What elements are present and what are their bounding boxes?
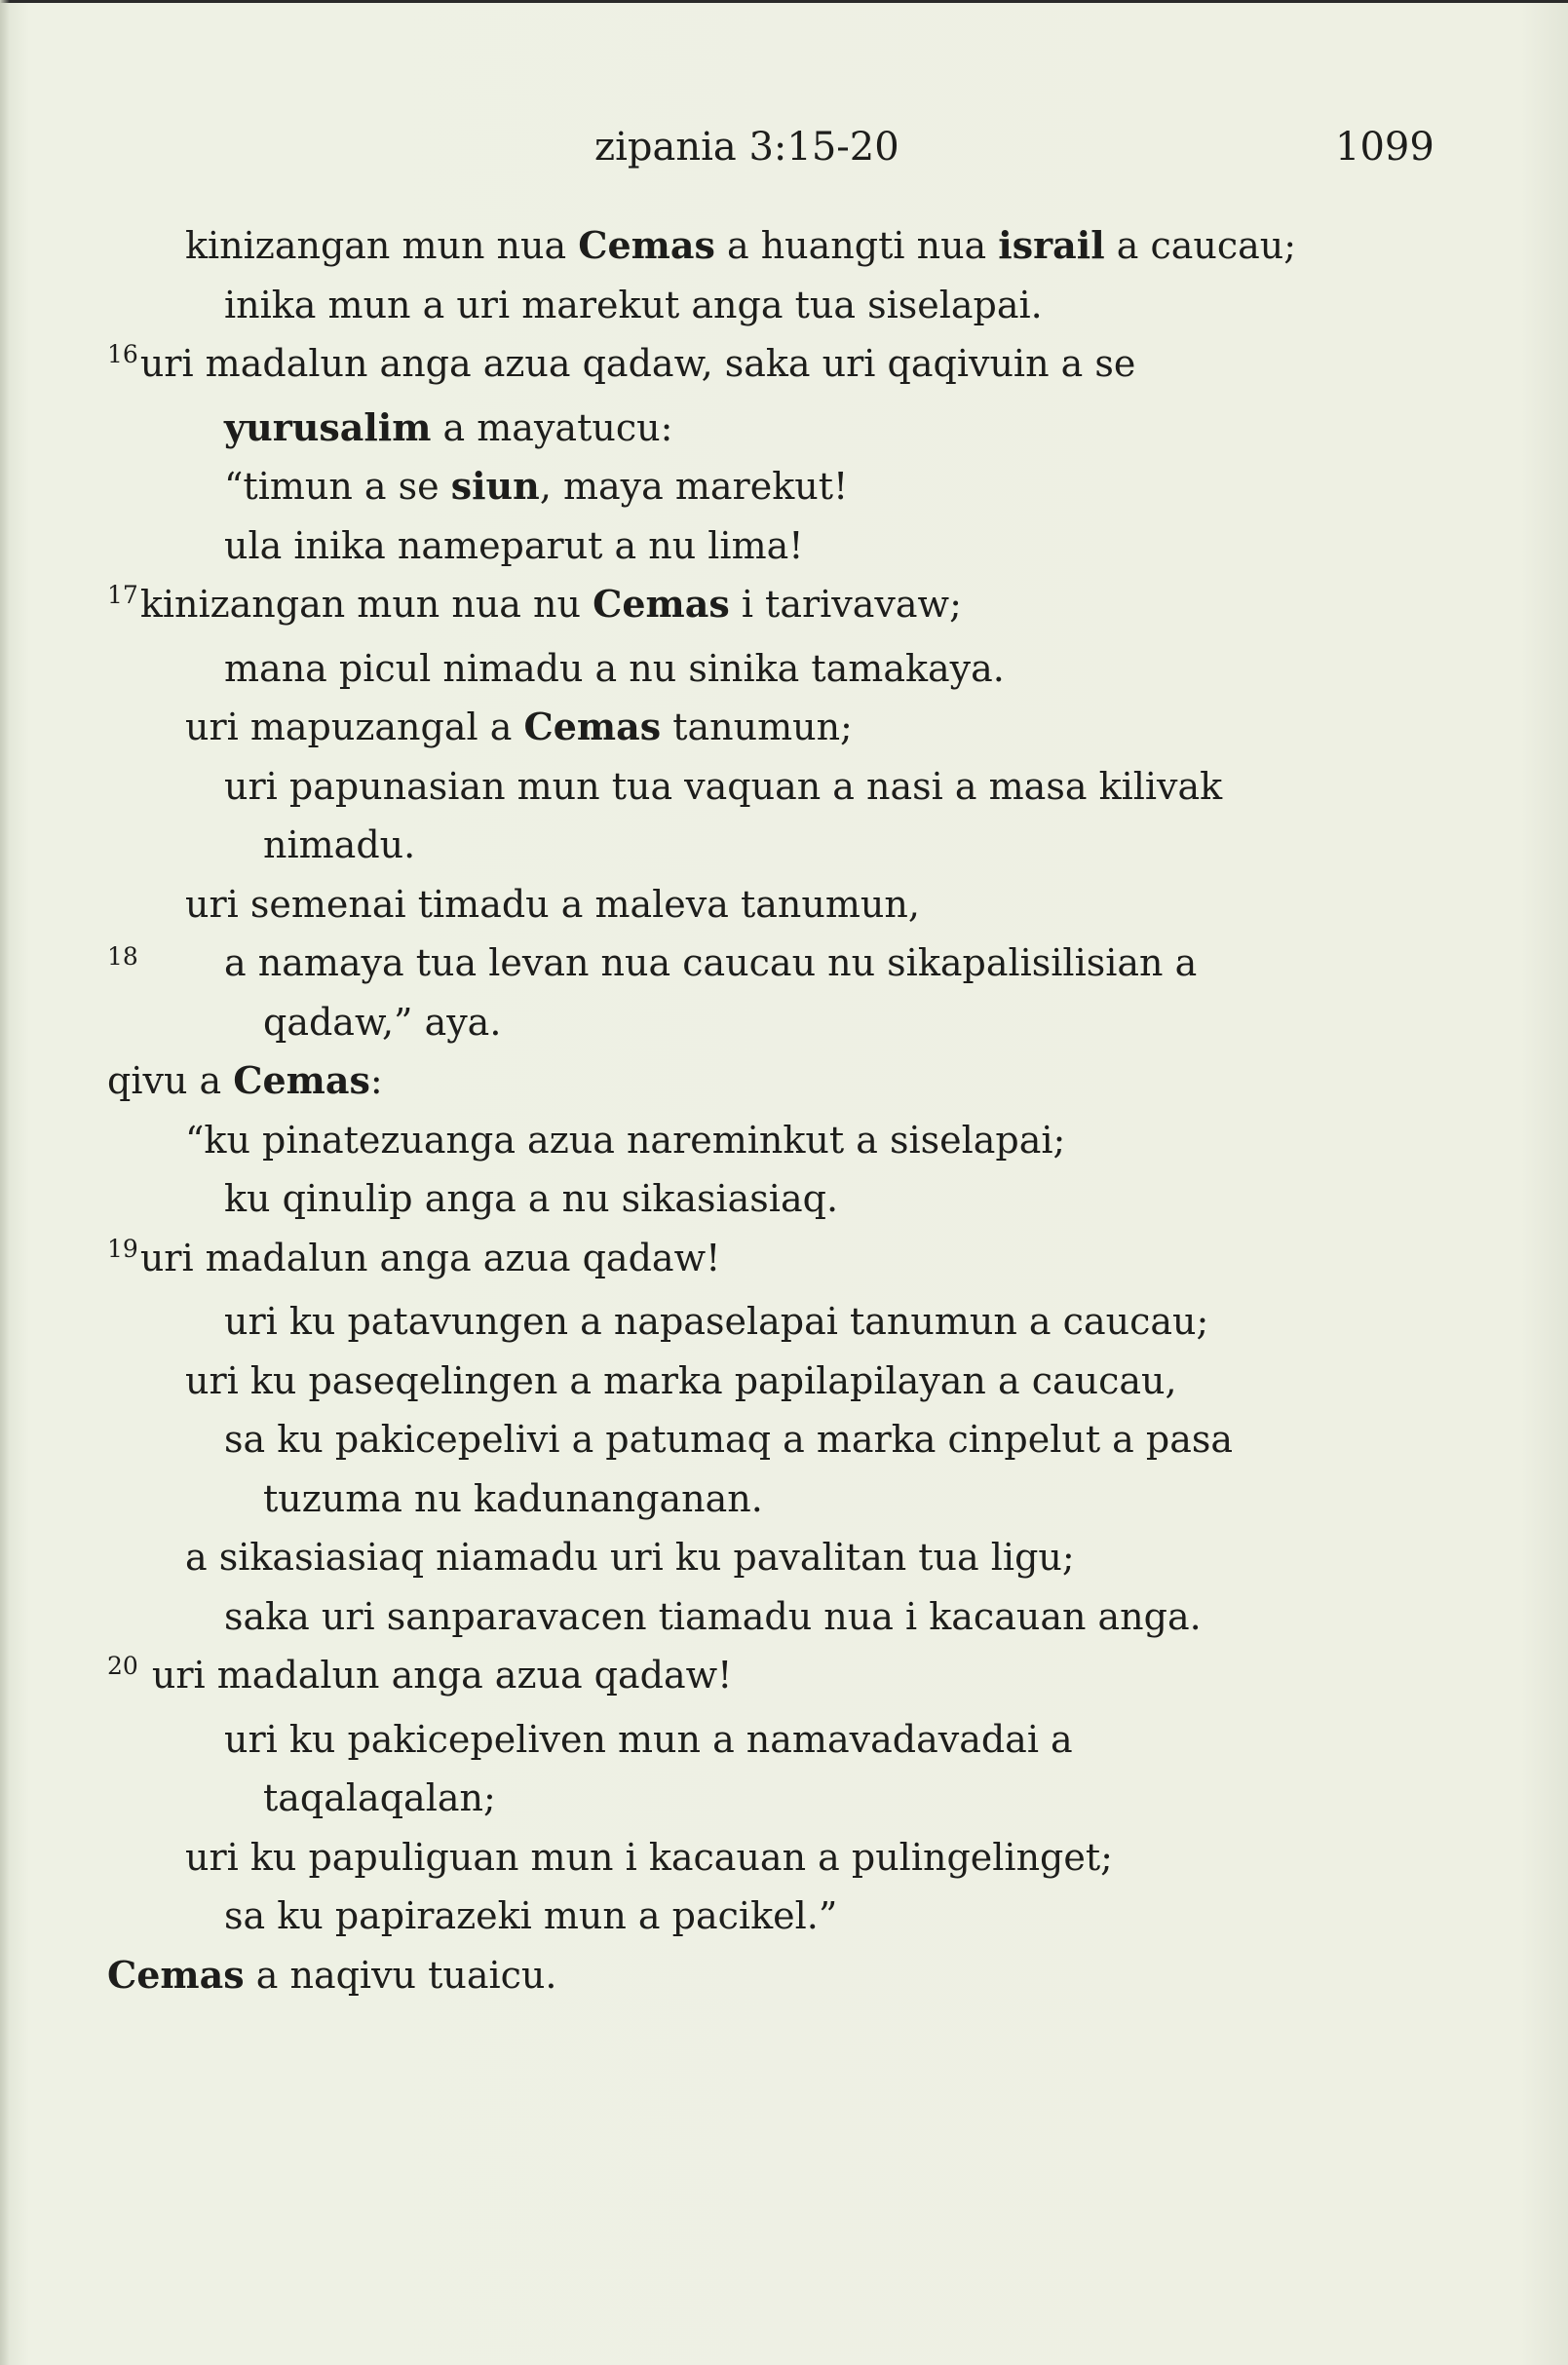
bold-name: Cemas [523, 705, 662, 748]
text-line [107, 457, 1452, 516]
text-segment: uri ku papuliguan mun i kacauan a pulingelinget; [185, 1835, 1113, 1879]
text-segment: qadaw,” aya. [263, 1000, 502, 1044]
text-segment: uri ku paseqelingen a marka papilapilayan a caucau, [185, 1358, 1177, 1402]
text-line [107, 276, 1452, 335]
text-line [107, 698, 1452, 757]
text-line [107, 1111, 1452, 1170]
text-line [107, 1887, 1452, 1946]
text-line [107, 1710, 1452, 1770]
text-segment: saka uri sanparavacen tiamadu nua i kacauan anga. [224, 1594, 1202, 1638]
text-segment: “ku pinatezuanga azua nareminkut a siselapai; [185, 1118, 1066, 1162]
text-segment: kinizangan mun nua nu [139, 583, 593, 626]
text-segment: a sikasiasiaq niamadu uri ku pavalitan tua ligu; [185, 1536, 1075, 1579]
text-segment: inika mun a uri marekut anga tua siselapai. [224, 283, 1043, 326]
text-line [107, 1292, 1452, 1352]
text-line [107, 1528, 1452, 1587]
text-segment: tuzuma nu kadunanganan. [263, 1476, 763, 1520]
text-segment: uri papunasian mun tua vaquan a nasi a masa kilivak [224, 764, 1223, 808]
bold-name: siun [450, 464, 540, 508]
text-line [107, 1352, 1452, 1411]
bold-name: yurusalim [224, 404, 432, 449]
text-segment: sa ku pakicepelivi a patumaq a marka cinpelut a pasa [224, 1418, 1234, 1461]
running-header [0, 125, 1568, 183]
text-segment: , maya marekut! [539, 465, 849, 508]
text-segment: mana picul nimadu a nu sinika tamakaya. [224, 646, 1005, 690]
scripture-text [107, 216, 1452, 2004]
text-line [107, 516, 1452, 576]
text-line [107, 1469, 1452, 1529]
text-segment: taqalaqalan; [263, 1776, 496, 1819]
bold-name: israil [998, 223, 1105, 267]
text-segment: tanumun; [661, 706, 853, 748]
text-line [107, 1646, 1452, 1710]
text-segment: ula inika nameparut a nu lima! [224, 523, 804, 567]
text-line [107, 875, 1452, 935]
text-segment: a caucau; [1104, 224, 1297, 267]
header-title: zipania 3:15-20 [594, 125, 899, 170]
text-line [107, 575, 1452, 639]
text-segment: uri madalun anga azua qadaw! [139, 1236, 721, 1279]
page-number: 1099 [1335, 125, 1434, 170]
text-line [107, 1169, 1452, 1229]
verse-number: 17 [107, 581, 138, 609]
text-segment: kinizangan mun nua [185, 224, 579, 267]
text-segment: a huangti nua [714, 224, 999, 267]
bold-name: Cemas [593, 582, 730, 626]
text-segment: uri semenai timadu a maleva tanumun, [185, 882, 920, 926]
text-line [107, 934, 1452, 993]
text-line [107, 1769, 1452, 1828]
text-line [107, 757, 1452, 817]
text-line [107, 1828, 1452, 1888]
text-segment: ku qinulip anga a nu sikasiasiaq. [224, 1177, 839, 1220]
text-line [107, 639, 1452, 699]
text-line [107, 399, 1452, 458]
text-segment: uri madalun anga azua qadaw! [139, 1654, 733, 1697]
text-line [107, 993, 1452, 1052]
text-segment: “timun a se [224, 465, 451, 508]
bold-name: Cemas [107, 1952, 245, 1997]
text-line [107, 1587, 1452, 1647]
text-line [107, 1051, 1452, 1111]
verse-number: 20 [107, 1652, 138, 1680]
verse-number: 19 [107, 1234, 138, 1263]
bold-name: Cemas [233, 1058, 370, 1102]
text-segment: a mayatucu: [431, 405, 673, 449]
text-line [107, 1410, 1452, 1469]
text-segment: nimadu. [263, 823, 416, 866]
text-line [107, 216, 1452, 276]
text-segment: uri ku patavungen a napaselapai tanumun a caucau; [224, 1300, 1209, 1343]
text-line [107, 1946, 1452, 2005]
page-edge-shadow [0, 0, 10, 2365]
text-line [107, 334, 1452, 399]
bold-name: Cemas [578, 223, 715, 267]
text-segment: a naqivu tuaicu. [244, 1953, 557, 1997]
top-border [0, 0, 1568, 3]
text-segment: uri mapuzangal a [185, 706, 524, 748]
verse-number: 16 [107, 340, 138, 368]
text-segment: : [369, 1059, 383, 1102]
text-segment: a namaya tua levan nua caucau nu sikapalisilisian a [224, 941, 1198, 984]
text-line [107, 1229, 1452, 1293]
text-segment: uri madalun anga azua qadaw, saka uri qaqivuin a se [139, 342, 1136, 385]
text-segment: i tarivavaw; [729, 583, 962, 626]
text-line [107, 816, 1452, 875]
text-segment: sa ku papirazeki mun a pacikel.” [224, 1894, 838, 1937]
text-segment: uri ku pakicepeliven mun a namavadavadai a [224, 1717, 1073, 1761]
verse-number: 18 [107, 942, 138, 971]
text-segment: qivu a [107, 1059, 234, 1102]
